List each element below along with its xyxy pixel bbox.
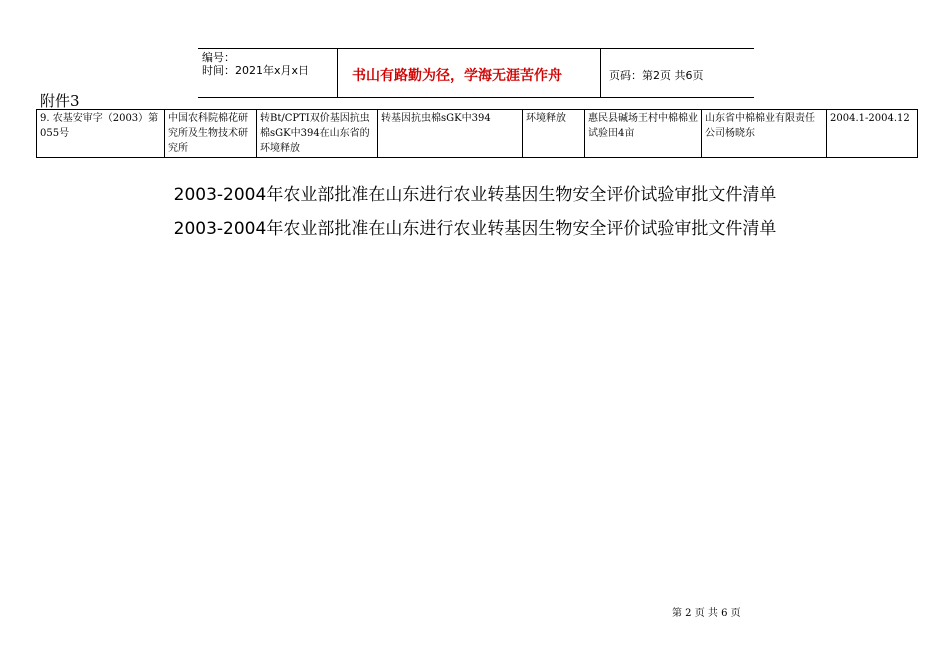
code-label: 编号： — [202, 51, 235, 64]
header-info-cell — [198, 49, 338, 97]
document-title-repeat: 2003-2004年农业部批准在山东进行农业转基因生物安全评价试验审批文件清单 — [173, 219, 777, 239]
attachment-label: 附件3 — [40, 92, 80, 110]
table-cell: 转基因抗虫棉sGK中394 — [378, 110, 523, 158]
page-footer: 第 2 页 共 6 页 — [672, 608, 741, 619]
table-cell: 9. 农基安审字（2003）第055号 — [37, 110, 165, 158]
table-cell: 山东省中棉棉业有限责任公司杨晓东 — [702, 110, 827, 158]
table-cell: 转Bt/CPTI双价基因抗虫棉sGK中394在山东省的环境释放 — [257, 110, 378, 158]
table-cell: 环境释放 — [523, 110, 585, 158]
document-title: 2003-2004年农业部批准在山东进行农业转基因生物安全评价试验审批文件清单 — [173, 185, 777, 205]
table-row — [37, 110, 918, 158]
page-header — [198, 48, 754, 98]
page-label: 页码：第2页 共6页 — [609, 69, 704, 82]
header-motto-cell — [338, 49, 601, 97]
approval-table — [36, 109, 918, 158]
table-cell: 惠民县碱场王村中棉棉业试验田4亩 — [585, 110, 702, 158]
time-label: 时间：2021年x月x日 — [202, 64, 310, 77]
header-page-cell — [601, 49, 754, 97]
motto: 书山有路勤为径，学海无涯苦作舟 — [352, 68, 562, 84]
table-cell: 2004.1-2004.12 — [827, 110, 918, 158]
table-cell: 中国农科院棉花研究所及生物技术研究所 — [165, 110, 257, 158]
